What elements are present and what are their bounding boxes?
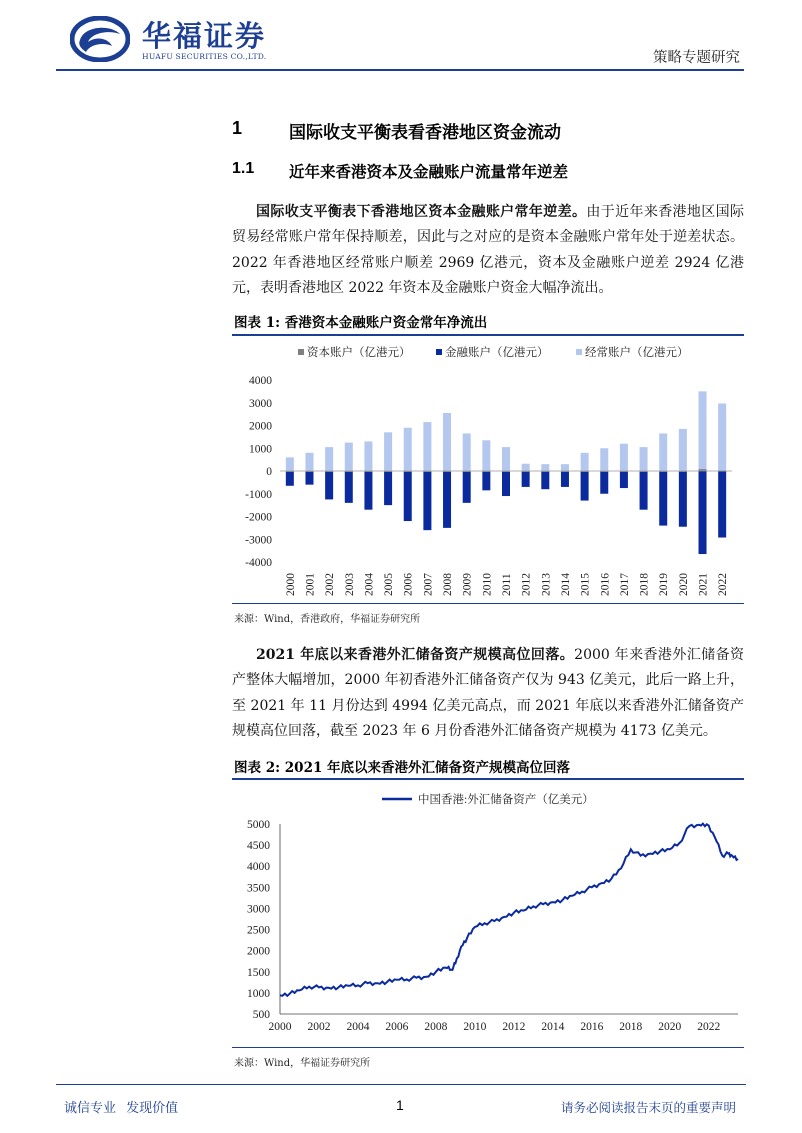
bar-financial-account [384,471,392,505]
bar-current-account [345,443,353,471]
x-tick-label: 2008 [442,573,455,596]
x-tick-label: 2020 [658,1021,682,1033]
figure-1-source: 来源：Wind，香港政府，华福证券研究所 [234,614,421,625]
paragraph-1 [232,200,744,301]
bar-financial-account [443,471,451,528]
y-tick-label: -1000 [245,488,272,501]
bar-current-account [305,453,313,471]
bar-chart [232,338,744,602]
paragraph-2 [232,643,744,744]
y-tick-label: 2000 [249,420,272,433]
x-tick-label: 2020 [677,573,690,596]
legend-swatch [576,349,582,355]
bar-financial-account [325,471,333,499]
bar-current-account [541,464,549,471]
bar-financial-account [482,471,490,490]
bar-current-account [423,422,431,471]
y-tick-label: 4000 [249,375,272,387]
y-tick-label: 3500 [247,882,270,895]
bar-financial-account [404,471,412,521]
x-tick-label: 2019 [658,573,671,596]
bar-current-account [581,453,589,471]
bar-current-account [463,433,471,471]
bar-financial-account [679,471,687,527]
x-tick-label: 2011 [501,573,513,596]
company-name-en: HUAFU SECURITIES CO.,LTD. [142,52,267,61]
bar-financial-account [286,471,294,486]
bar-current-account [286,457,294,471]
x-tick-label: 2015 [579,573,592,596]
paragraph-2-body: 2000 年来香港外汇储备资产整体大幅增加，2000 年初香港外汇储备资产仅为 943 亿美元，此后一路上升，至 2021 年 11 月份达到 4994 亿美元高点，而 2021 年底以来香港外汇储备资产规模高位回落，截至 2023 年 6 月份香港外汇储备资产规模为 4173 亿美元。 [232,647,744,739]
y-tick-label: -2000 [245,511,272,524]
legend-swatch [298,349,304,355]
x-tick-label: 2014 [541,1021,565,1033]
x-tick-label: 2010 [481,573,494,596]
x-tick-label: 2013 [540,573,553,596]
x-tick-label: 2006 [385,1021,409,1033]
y-tick-label: -4000 [245,557,272,569]
fx-reserve-series-line [280,824,738,996]
bar-current-account [718,403,726,471]
bar-financial-account [718,471,726,538]
x-tick-label: 2014 [559,573,572,596]
legend-label: 经常账户（亿港元） [585,347,689,359]
bar-current-account [522,464,530,471]
x-tick-label: 2007 [422,573,435,596]
bar-current-account [404,428,412,471]
bar-current-account [482,440,490,471]
figure-1-title: 图表 1: 香港资本金融账户资金常年净流出 [234,315,488,331]
figure-2-title: 图表 2: 2021 年底以来香港外汇储备资产规模高位回落 [234,760,571,776]
figure-2-top-rule [232,778,744,780]
bar-financial-account [522,471,530,487]
huafu-logo-icon [70,16,130,62]
footer-slogan: 诚信专业 发现价值 [64,1101,179,1116]
bar-current-account [620,444,628,471]
y-tick-label: -3000 [245,534,272,547]
bar-financial-account [620,471,628,488]
bar-financial-account [581,471,589,501]
bar-financial-account [364,471,372,510]
y-tick-label: 2500 [247,924,270,937]
x-tick-label: 2004 [346,1021,370,1033]
legend-label: 金融账户（亿港元） [445,347,549,359]
bar-financial-account [640,471,648,510]
paragraph-1-lead: 国际收支平衡表下香港地区资本金融账户常年逆差。 [256,204,587,220]
x-tick-label: 2018 [638,573,651,596]
bar-financial-account [699,471,707,554]
bar-financial-account [423,471,431,530]
y-tick-label: 4500 [247,840,270,853]
bar-financial-account [600,471,608,494]
y-tick-label: 1500 [247,966,270,979]
x-tick-label: 2012 [502,1021,526,1033]
bar-current-account [640,447,648,471]
x-tick-label: 2001 [304,573,317,596]
y-tick-label: 0 [266,466,272,478]
bar-current-account [325,447,333,471]
y-tick-label: 5000 [247,819,270,831]
x-tick-label: 2016 [580,1021,604,1033]
bar-current-account [443,413,451,471]
bar-financial-account [305,471,313,485]
x-tick-label: 2003 [343,573,356,596]
x-tick-label: 2022 [717,573,730,596]
paragraph-2-lead: 2021 年底以来香港外汇储备资产规模高位回落。 [256,647,575,663]
y-tick-label: 2000 [247,945,270,958]
bar-current-account [679,429,687,471]
x-tick-label: 2017 [618,573,631,596]
x-tick-label: 2010 [463,1021,487,1033]
section-title: 国际收支平衡表看香港地区资金流动 [289,123,561,143]
figure-1-bottom-rule [232,603,744,604]
bar-current-account [659,433,667,471]
figure-2-bottom-rule [232,1047,744,1048]
y-tick-label: 3000 [247,903,270,916]
bar-current-account [384,432,392,471]
y-tick-label: 500 [252,1009,270,1021]
bar-financial-account [345,471,353,503]
legend-label: 资本账户（亿港元） [307,347,411,359]
subsection-number: 1.1 [232,160,255,177]
bar-current-account [502,447,510,471]
bar-current-account [699,391,707,471]
x-tick-label: 2002 [324,573,337,596]
x-tick-label: 2008 [424,1021,448,1033]
header-rule [56,69,744,71]
x-tick-label: 2006 [402,573,415,596]
x-tick-label: 2005 [383,573,396,596]
footer-disclaimer: 请务必阅读报告末页的重要声明 [560,1100,736,1115]
page-number: 1 [396,1097,404,1113]
bar-financial-account [541,471,549,489]
bar-current-account [561,464,569,471]
bar-financial-account [561,471,569,487]
x-tick-label: 2000 [284,573,297,596]
bar-financial-account [659,471,667,526]
x-tick-label: 2000 [268,1021,292,1033]
paragraph-1-body: 由于近年来香港地区国际贸易经常账户常年保持顺差，因此与之对应的是资本金融账户常年处于逆差状态。2022 年香港地区经常账户顺差 2969 亿港元，资本及金融账户逆差 2924 亿港元，表明香港地区 2022 年资本及金融账户资金大幅净流出。 [232,204,745,296]
legend-label: 中国香港:外汇储备资产（亿美元） [418,794,594,806]
x-tick-label: 2009 [461,573,474,596]
bar-financial-account [463,471,471,503]
x-tick-label: 2012 [520,573,533,596]
x-tick-label: 2022 [697,1021,721,1033]
figure-1-top-rule [232,334,744,336]
y-tick-label: 1000 [249,443,272,456]
y-tick-label: 4000 [247,861,270,874]
section-number: 1 [232,118,243,138]
legend-swatch [436,349,442,355]
footer-rule [56,1084,746,1085]
x-tick-label: 2004 [363,573,376,596]
bar-financial-account [502,471,510,496]
company-name-cn: 华福证券 [142,19,267,53]
x-tick-label: 2002 [307,1021,331,1033]
x-tick-label: 2016 [599,573,612,596]
figure-2-source: 来源：Wind，华福证券研究所 [234,1058,371,1069]
subsection-title: 近年来香港资本及金融账户流量常年逆差 [289,162,569,181]
line-chart [232,782,744,1044]
report-type: 策略专题研究 [653,50,740,66]
bar-current-account [600,448,608,471]
x-tick-label: 2021 [697,573,710,596]
y-tick-label: 3000 [249,397,272,410]
bar-current-account [364,441,372,471]
y-tick-label: 1000 [247,987,270,1000]
x-tick-label: 2018 [619,1021,643,1033]
